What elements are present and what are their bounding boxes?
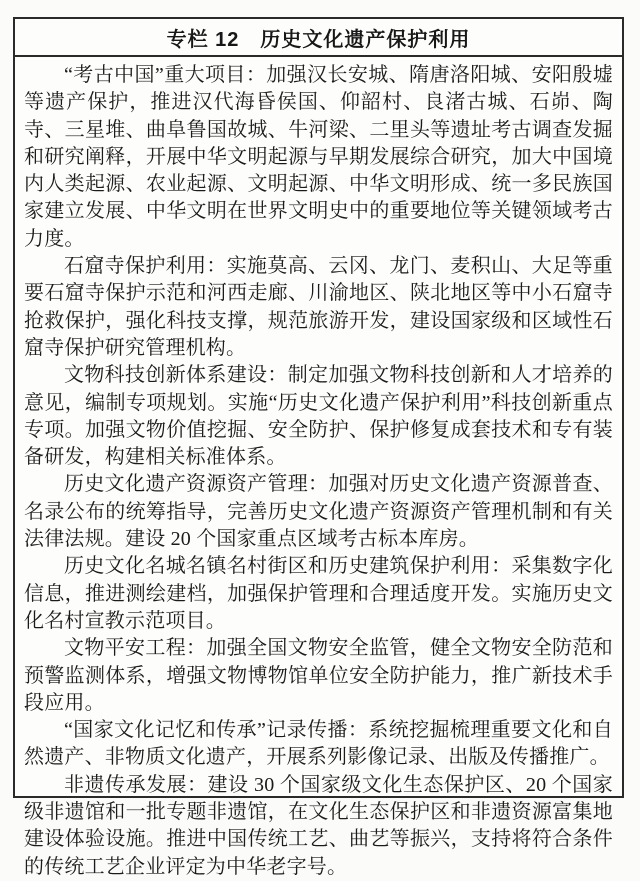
column-box [13, 17, 624, 878]
paragraph-cultural-relics-safety-project: 文物平安工程：加强全国文物安全监管，健全文物安全防范和预警监测体系，增强文物博物馆单位安全防护能力，推广新技术手段应用。 [24, 637, 613, 714]
paragraph-intangible-heritage-development: 非遗传承发展：建设 30 个国家级文化生态保护区、20 个国家级非遗馆和一批专题非遗馆，在文化生态保护区和非遗资源富集地建设体验设施。推进中国传统工艺、曲艺等振兴，支持将符合条件的传统工艺企业评定为中华老字号。 [24, 773, 613, 878]
paragraph-heritage-tech-innovation-system: 文物科技创新体系建设：制定加强文物科技创新和人才培养的意见，编制专项规划。实施“历史文化遗产保护利用”科技创新重点专项。加强文物价值挖掘、安全防护、保护修复成套技术和专有装备研发，构建相关标准体系。 [24, 364, 613, 469]
paragraph-historic-cities-towns-villages: 历史文化名城名镇名村街区和历史建筑保护利用：采集数字化信息，推进测绘建档，加强保护管理和合理适度开发。实施历史文化名村宣教示范项目。 [24, 555, 613, 632]
paragraph-grotto-temples-protection: 石窟寺保护利用：实施莫高、云冈、龙门、麦积山、大足等重要石窟寺保护示范和河西走廊、川渝地区、陕北地区等中小石窟寺抢救保护，强化科技支撑，规范旅游开发，建设国家级和区域性石窟寺保护研究管理机构。 [24, 255, 613, 359]
paragraph-heritage-resource-asset-management: 历史文化遗产资源资产管理：加强对历史文化遗产资源普查、名录公布的统筹指导，完善历史文化遗产资源资产管理机制和有关法律法规。建设 20 个国家重点区域考古标本库房。 [24, 473, 613, 551]
panel-title-bar [15, 19, 622, 57]
panel-title-text: 专栏 12 历史文化遗产保护利用 [166, 28, 471, 51]
paragraph-archaeology-china-projects: “考古中国”重大项目：加强汉长安城、隋唐洛阳城、安阳殷墟等遗产保护，推进汉代海昏侯国、仰韶村、良渚古城、石峁、陶寺、三星堆、曲阜鲁国故城、牛河梁、二里头等遗址考古调查发掘和研究阐释，开展中华文明起源与早期发展综合研究，加大中国境内人类起源、农业起源、文明起源、中华文明形成、统一多民族国家建立发展、中华文明在世界文明史中的重要地位等关键领域考古力度。 [24, 64, 613, 250]
panel-body [15, 57, 622, 881]
paragraph-national-cultural-memory-recording: “国家文化记忆和传承”记录传播：系统挖掘梳理重要文化和自然遗产、非物质文化遗产，开展系列影像记录、出版及传播推广。 [24, 719, 613, 769]
